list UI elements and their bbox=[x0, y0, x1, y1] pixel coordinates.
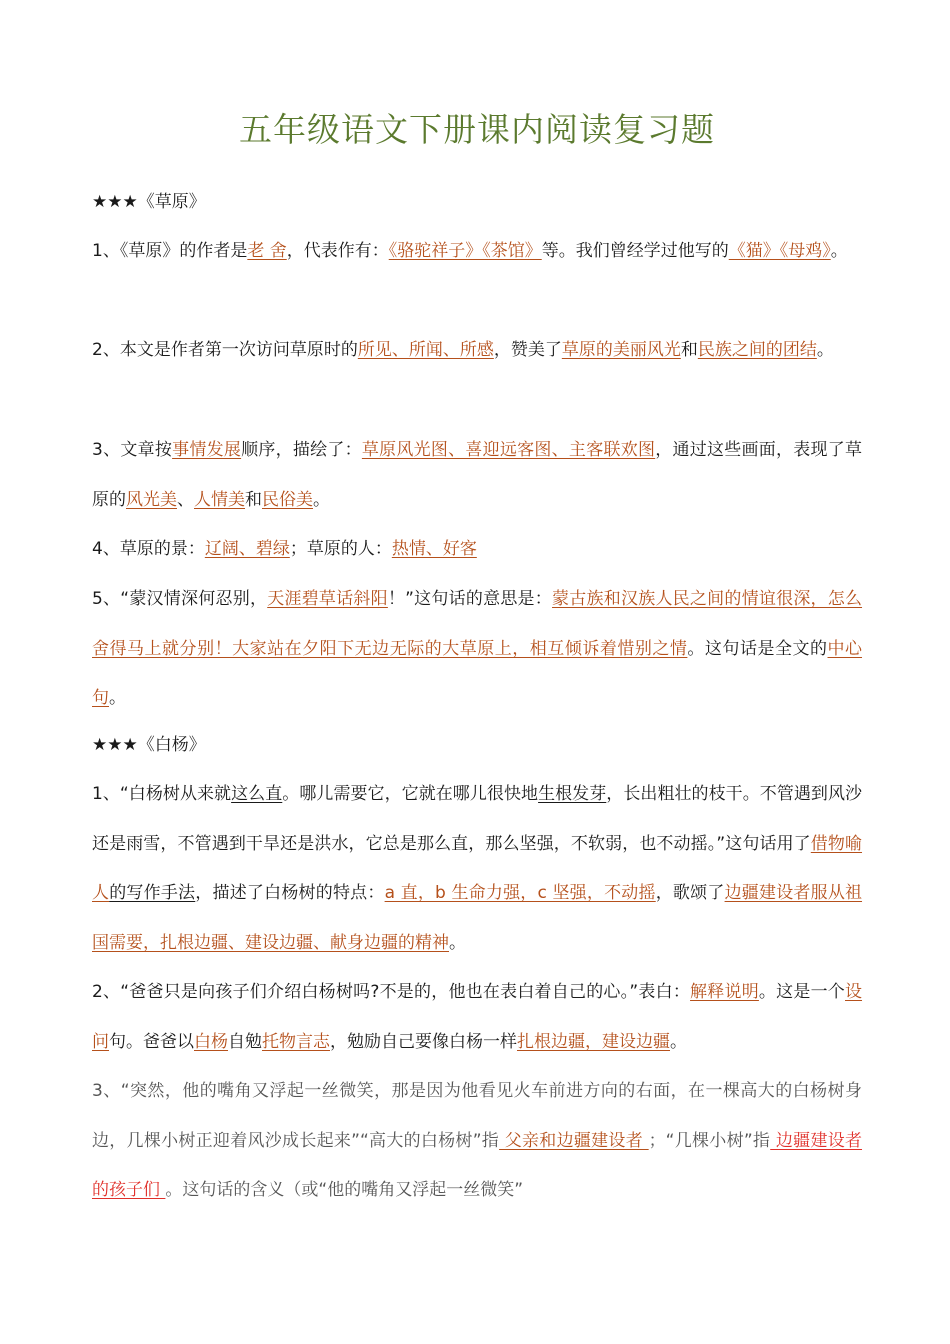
answer-text: 辽阔、碧绿 bbox=[204, 539, 290, 559]
section-heading-caoyuan: ★★★《草原》 bbox=[92, 192, 206, 212]
question-text: ，通过这些画面，表现了草原的 bbox=[92, 440, 863, 510]
question-text: 顺序，描绘了： bbox=[241, 440, 362, 460]
answer-text: 草原风光图、喜迎远客图、主客联欢图 bbox=[361, 440, 656, 460]
underlined-text: 的写作手法 bbox=[109, 883, 196, 903]
answer-text: 民族之间的团结 bbox=[697, 340, 817, 360]
answer-text: 借物喻人 bbox=[92, 833, 863, 903]
answer-text: 天涯碧草话斜阳 bbox=[267, 589, 388, 609]
answer-text: a 直，b 生命力强，c 坚强，不动摇 bbox=[384, 883, 656, 903]
question-text: 4、草原的景： bbox=[92, 539, 205, 559]
question-text: 。 bbox=[449, 932, 466, 953]
question-text: 。哪儿需要它，它就在哪儿很快地 bbox=[282, 784, 539, 804]
question-baiyang-2 bbox=[92, 968, 862, 1067]
answer-text: 白杨 bbox=[194, 1031, 228, 1052]
question-text: ，长出粗壮的枝干。不管遇到风沙还是雨雪，不管遇到干旱还是洪水，它总是那么直，那么坚强，不软弱，也不动摇。”这句话用了 bbox=[92, 784, 863, 854]
question-text: 。 bbox=[816, 340, 834, 360]
question-text: 5、“蒙汉情深何忍别， bbox=[92, 589, 268, 609]
question-text: ，勉励自己要像白杨一样 bbox=[330, 1031, 517, 1052]
answer-text: 草原的美丽风光 bbox=[561, 340, 681, 360]
answer-text: 边疆建设者服从祖国需要，扎根边疆、建设边疆、献身边疆的精神 bbox=[92, 883, 863, 953]
question-text: 和 bbox=[680, 340, 698, 360]
question-text: 。 bbox=[109, 688, 126, 708]
answer-text: 民俗美 bbox=[262, 489, 313, 510]
question-text: ；草原的人： bbox=[289, 539, 392, 559]
question-text: 。 bbox=[670, 1031, 687, 1052]
question-text: 。 bbox=[313, 489, 330, 510]
answer-text: 父亲和边疆建设者 bbox=[499, 1130, 649, 1151]
answer-text: 扎根边疆，建设边疆 bbox=[517, 1031, 670, 1052]
answer-text: 风光美 bbox=[126, 489, 177, 510]
question-text: 3、“突然，他的嘴角又浮起一丝微笑，那是因为他看见火车前进方向的右面，在一棵高大的白杨树身边，几棵小树正迎着风沙成长起来”“高大的白杨树”指 bbox=[92, 1081, 862, 1151]
question-text: 。 bbox=[830, 241, 848, 261]
question-text: 等。我们曾经学过他写的 bbox=[541, 241, 729, 261]
question-text: ，赞美了 bbox=[493, 340, 562, 360]
section-heading-baiyang: ★★★《白杨》 bbox=[92, 735, 206, 755]
question-text: 1、《草原》的作者是 bbox=[92, 241, 248, 261]
question-caoyuan-5 bbox=[92, 575, 862, 724]
question-text: 句。爸爸以 bbox=[109, 1031, 194, 1052]
answer-text: 《骆驼祥子》《茶馆》 bbox=[388, 241, 542, 261]
answer-text: 中心句 bbox=[92, 638, 863, 708]
question-text: 。这句话是全文的 bbox=[687, 638, 828, 659]
underlined-text: 生根发芽 bbox=[538, 784, 607, 804]
question-caoyuan-2 bbox=[92, 326, 862, 376]
question-caoyuan-4 bbox=[92, 525, 862, 575]
answer-text: 边疆建设者的孩子们 bbox=[92, 1130, 863, 1200]
page-title: 五年级语文下册课内阅读复习题 bbox=[239, 110, 715, 149]
answer-text: 人情美 bbox=[194, 489, 245, 510]
question-baiyang-3 bbox=[92, 1067, 862, 1216]
answer-text: 事情发展 bbox=[172, 440, 242, 460]
question-text: ，描述了白杨树的特点： bbox=[195, 883, 385, 903]
question-text: 、 bbox=[177, 489, 194, 510]
question-text: 。这是一个 bbox=[758, 982, 846, 1002]
answer-text: 托物言志 bbox=[262, 1031, 330, 1052]
question-text: ！”这句话的意思是： bbox=[387, 589, 553, 609]
question-caoyuan-3 bbox=[92, 426, 862, 525]
answer-text: 所见、所闻、所感 bbox=[357, 340, 494, 360]
answer-text: 解释说明 bbox=[690, 982, 759, 1002]
question-text: ，代表作有： bbox=[286, 241, 389, 261]
question-text: 和 bbox=[245, 489, 262, 510]
question-caoyuan-1 bbox=[92, 227, 862, 277]
question-text: 。这句话的含义（或“他的嘴角又浮起一丝微笑” bbox=[165, 1180, 524, 1200]
question-text: ；“几棵小树”指 bbox=[648, 1130, 771, 1151]
underlined-text: 这么直 bbox=[231, 784, 283, 804]
question-text: 2、本文是作者第一次访问草原时的 bbox=[92, 340, 358, 360]
question-baiyang-1 bbox=[92, 770, 862, 968]
question-text: 1、“白杨树从来就 bbox=[92, 784, 232, 804]
answer-text: 《猫》《母鸡》 bbox=[728, 241, 831, 261]
question-text: 自勉 bbox=[228, 1031, 262, 1052]
question-text: 3、文章按 bbox=[92, 440, 173, 460]
answer-text: 老 舍 bbox=[247, 241, 287, 261]
question-text: 2、“爸爸只是向孩子们介绍白杨树吗?不是的，他也在表白着自己的心。”表白： bbox=[92, 982, 691, 1002]
answer-text: 蒙古族和汉族人民之间的情谊很深，怎么舍得马上就分别！大家站在夕阳下无边无际的大草原上，相互倾诉着惜别之情 bbox=[92, 589, 863, 659]
question-text: ，歌颂了 bbox=[655, 883, 725, 903]
answer-text: 设问 bbox=[92, 982, 863, 1052]
answer-text: 热情、好客 bbox=[391, 539, 477, 559]
